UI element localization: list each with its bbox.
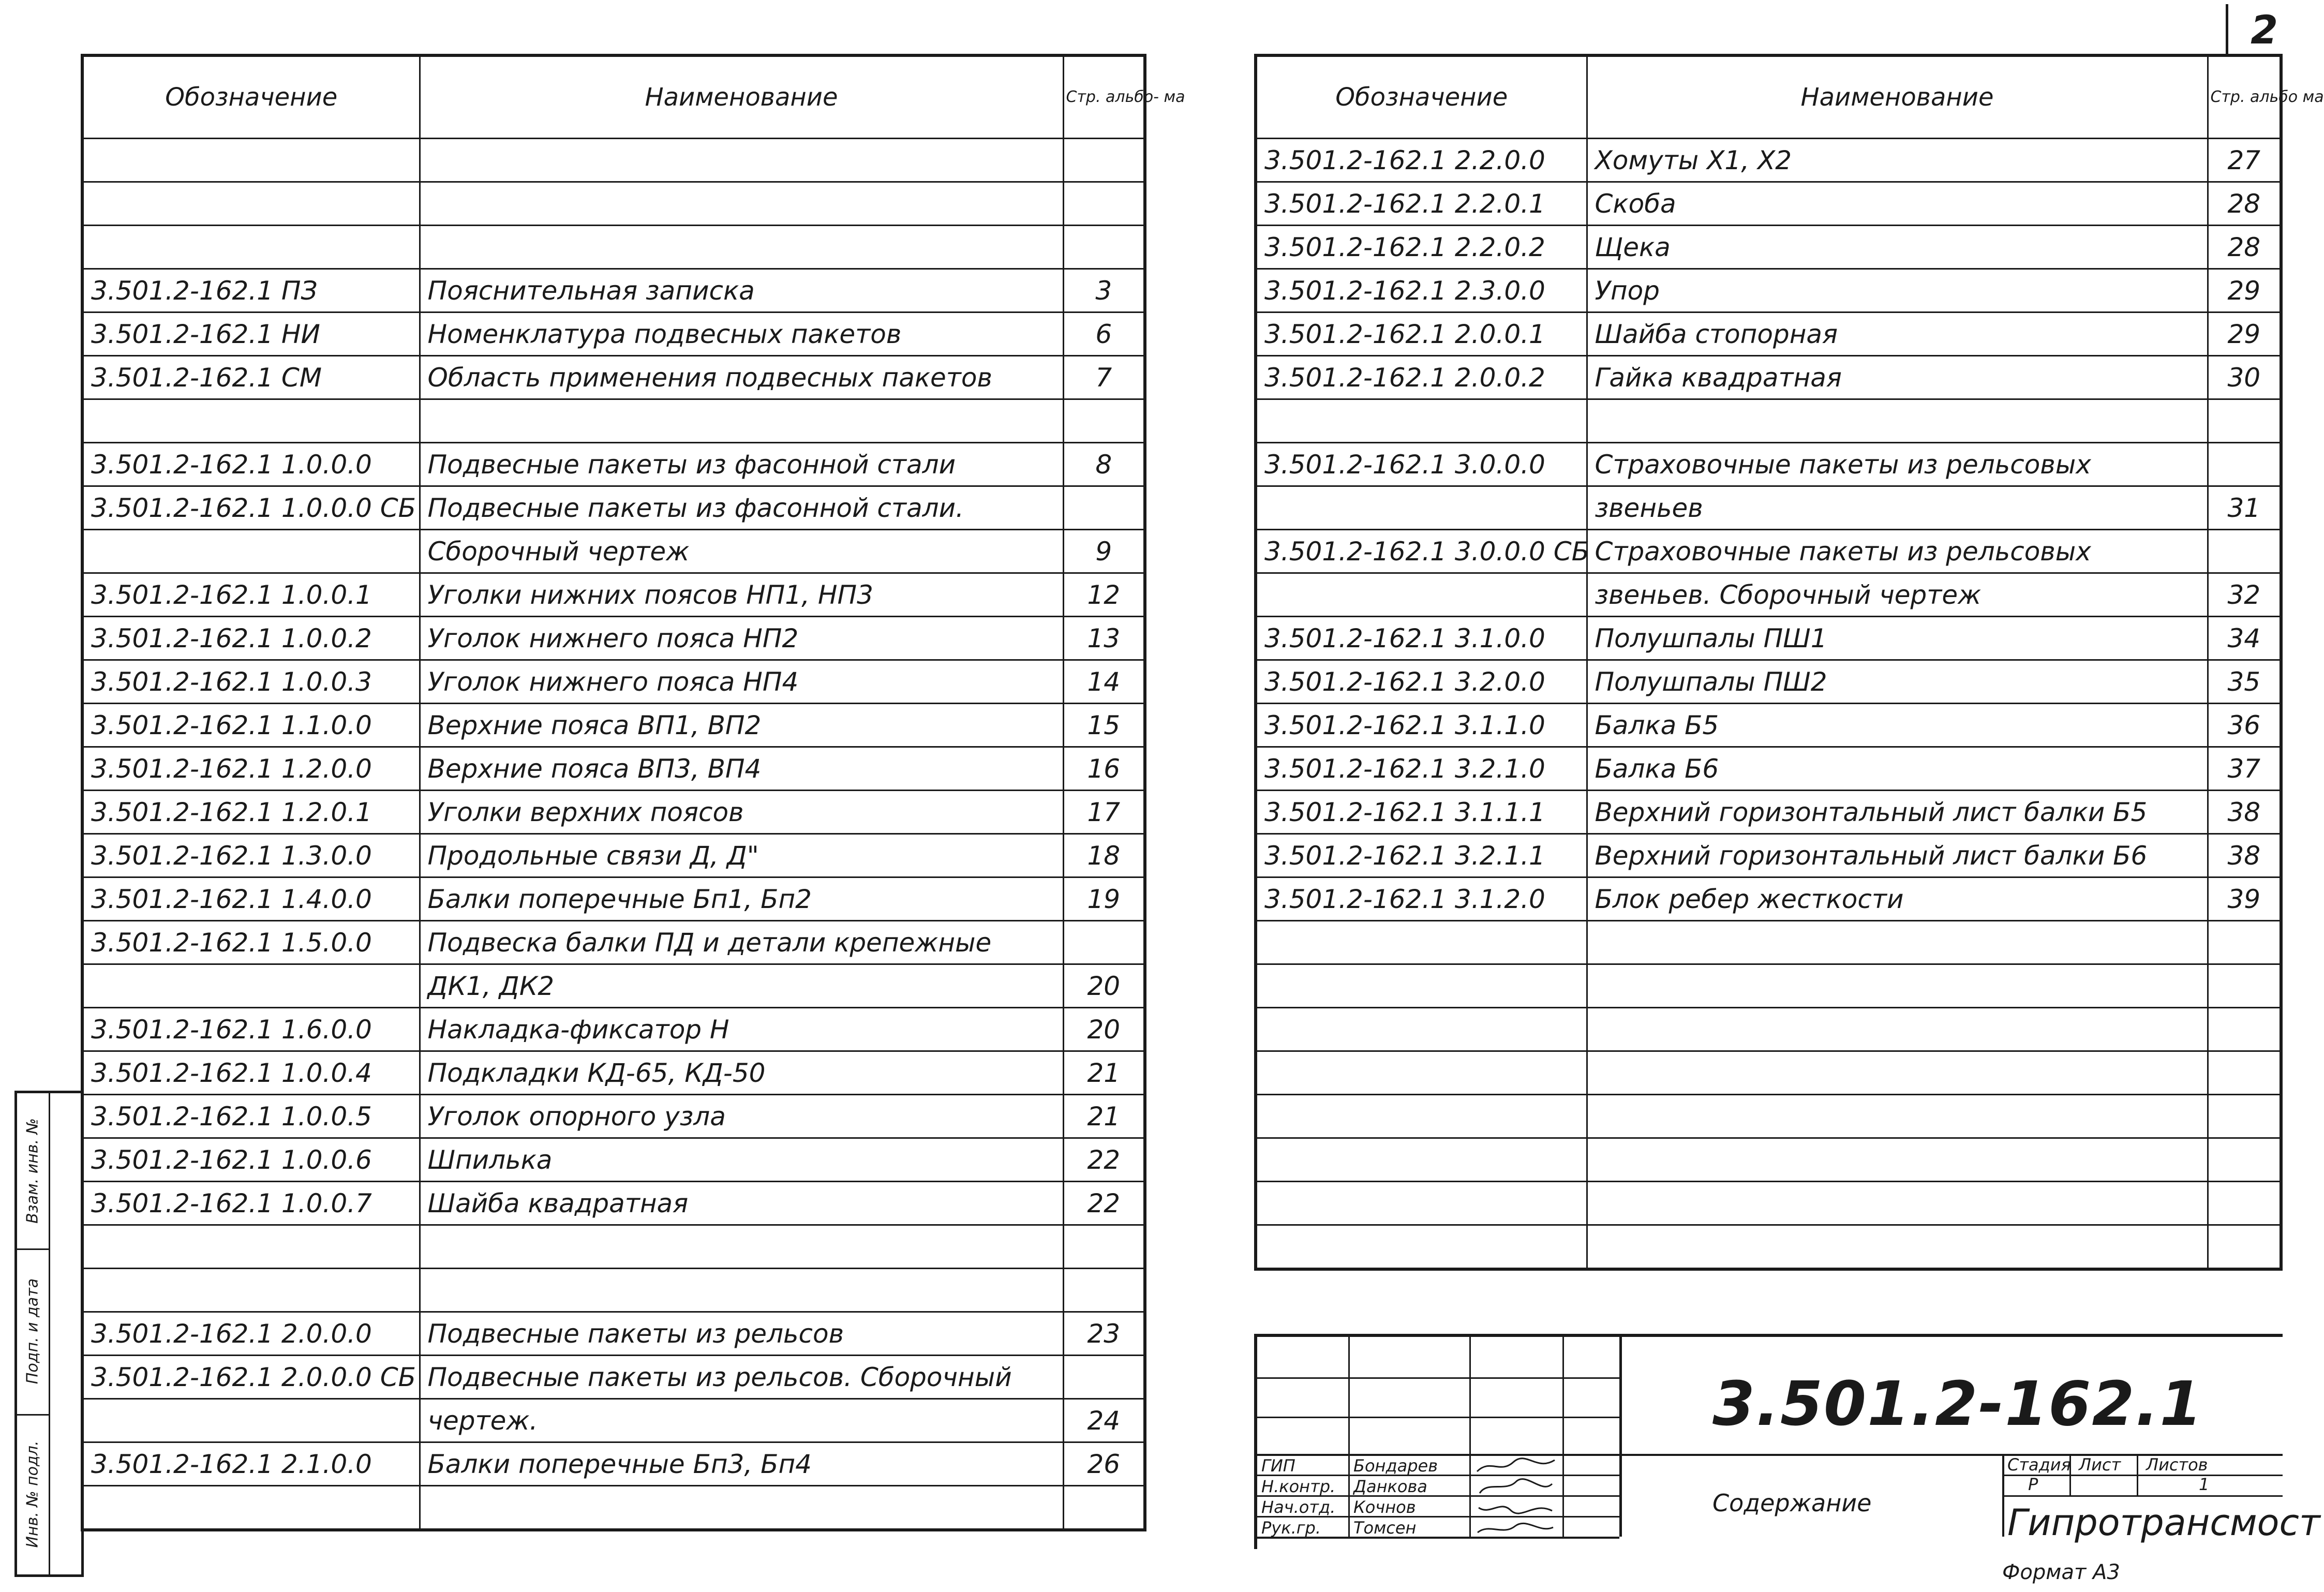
header-page: Стр. альбо- ма	[1063, 55, 1145, 139]
table-row	[82, 921, 1145, 964]
row-name: Подвеска балки ПД и детали крепежные	[420, 921, 1063, 964]
row-page: 36	[2208, 704, 2281, 747]
table-row	[1256, 877, 2281, 921]
table-row	[1256, 486, 2281, 530]
row-name: звеньев. Сборочный чертеж	[1587, 573, 2208, 617]
row-name: Страховочные пакеты из рельсовых	[1587, 530, 2208, 573]
row-designation: 3.501.2-162.1 1.0.0.0	[82, 443, 420, 486]
row-name: Шайба стопорная	[1587, 313, 2208, 356]
row-page	[1063, 1225, 1145, 1269]
person-name: Кочнов	[1353, 1497, 1416, 1517]
row-page	[2208, 1008, 2281, 1051]
row-page	[1063, 139, 1145, 182]
title-block	[1254, 1334, 2320, 1549]
signature-scribble	[1474, 1456, 1557, 1477]
row-name: Уголки нижних поясов НП1, НП3	[420, 573, 1063, 617]
table-row	[1256, 704, 2281, 747]
row-page	[2208, 443, 2281, 486]
row-name: Уголок нижнего пояса НП2	[420, 617, 1063, 660]
table-row	[82, 1095, 1145, 1138]
row-designation: 3.501.2-162.1 НИ	[82, 313, 420, 356]
row-page: 30	[2208, 356, 2281, 399]
sheets-value: 1	[2199, 1475, 2210, 1494]
row-name: Упор	[1587, 269, 2208, 313]
table-row	[1256, 1182, 2281, 1225]
sheets-label: Листов	[2146, 1455, 2208, 1475]
row-page: 22	[1063, 1138, 1145, 1182]
table-row	[82, 313, 1145, 356]
row-designation	[82, 139, 420, 182]
role-label: ГИП	[1261, 1456, 1295, 1476]
row-name	[420, 226, 1063, 269]
row-designation	[82, 1486, 420, 1530]
row-name: Подвесные пакеты из фасонной стали.	[420, 486, 1063, 530]
margin-stamp-labels	[17, 1093, 50, 1574]
table-row	[1256, 443, 2281, 486]
row-designation: 3.501.2-162.1 2.3.0.0	[1256, 269, 1587, 313]
row-designation: 3.501.2-162.1 1.0.0.6	[82, 1138, 420, 1182]
contents-table-right	[1254, 54, 2324, 1271]
row-page: 3	[1063, 269, 1145, 313]
table-row	[82, 1051, 1145, 1095]
inv-original-label: Инв. № подл.	[23, 1440, 42, 1548]
table-row	[82, 704, 1145, 747]
row-name: Уголок нижнего пояса НП4	[420, 660, 1063, 704]
row-name: Номенклатура подвесных пакетов	[420, 313, 1063, 356]
row-designation	[1256, 921, 1587, 964]
signature-scribble	[1474, 1497, 1557, 1518]
row-designation: 3.501.2-162.1 2.1.0.0	[82, 1442, 420, 1486]
table-row	[82, 573, 1145, 617]
row-name: Шпилька	[420, 1138, 1063, 1182]
table-row	[1256, 573, 2281, 617]
row-designation: 3.501.2-162.1 СМ	[82, 356, 420, 399]
table-row	[82, 1225, 1145, 1269]
row-name: Полушпалы ПШ2	[1587, 660, 2208, 704]
format-label: Формат А3	[2002, 1560, 2120, 1584]
signature-scribble	[1474, 1477, 1557, 1497]
row-name: Подвесные пакеты из фасонной стали	[420, 443, 1063, 486]
row-designation: 3.501.2-162.1 2.0.0.0 СБ	[82, 1356, 420, 1399]
row-page: 28	[2208, 226, 2281, 269]
row-page: 19	[1063, 877, 1145, 921]
table-row	[82, 139, 1145, 182]
row-name: Верхние пояса ВП3, ВП4	[420, 747, 1063, 791]
row-designation: 3.501.2-162.1 3.1.1.1	[1256, 791, 1587, 834]
row-page: 24	[1063, 1399, 1145, 1442]
row-page: 27	[2208, 139, 2281, 182]
header-name: Наименование	[1587, 55, 2208, 139]
table-row	[1256, 269, 2281, 313]
row-name: Область применения подвесных пакетов	[420, 356, 1063, 399]
row-designation	[1256, 1008, 1587, 1051]
row-designation: 3.501.2-162.1 1.3.0.0	[82, 834, 420, 877]
row-designation	[82, 1225, 420, 1269]
table-row	[1256, 834, 2281, 877]
organization-name: Гипротрансмост	[2007, 1501, 2320, 1544]
row-name: Балка Б6	[1587, 747, 2208, 791]
row-name: Хомуты Х1, Х2	[1587, 139, 2208, 182]
signature-scribble	[1474, 1518, 1557, 1539]
row-page: 15	[1063, 704, 1145, 747]
row-name	[1587, 1051, 2208, 1095]
row-page: 39	[2208, 877, 2281, 921]
row-name: звеньев	[1587, 486, 2208, 530]
row-page	[1063, 1269, 1145, 1312]
row-designation: 3.501.2-162.1 1.0.0.5	[82, 1095, 420, 1138]
row-designation: 3.501.2-162.1 2.0.0.2	[1256, 356, 1587, 399]
row-designation	[1256, 399, 1587, 443]
margin-stamp-values	[50, 1093, 82, 1574]
table-row	[1256, 1008, 2281, 1051]
table-row	[82, 269, 1145, 313]
row-name: чертеж.	[420, 1399, 1063, 1442]
row-designation: 3.501.2-162.1 1.0.0.1	[82, 573, 420, 617]
row-page	[2208, 1051, 2281, 1095]
row-name: Верхний горизонтальный лист балки Б6	[1587, 834, 2208, 877]
row-name	[420, 1225, 1063, 1269]
table-row	[82, 1442, 1145, 1486]
table-row	[1256, 139, 2281, 182]
table-row	[82, 399, 1145, 443]
table-row	[1256, 1225, 2281, 1270]
person-name: Бондарев	[1353, 1456, 1438, 1476]
row-designation	[1256, 1182, 1587, 1225]
table-row	[82, 486, 1145, 530]
replacement-inv-label: Взам. инв. №	[23, 1118, 42, 1224]
role-label: Рук.гр.	[1261, 1518, 1321, 1538]
row-page: 20	[1063, 1008, 1145, 1051]
row-page: 18	[1063, 834, 1145, 877]
table-row	[1256, 530, 2281, 573]
row-designation: 3.501.2-162.1 2.2.0.1	[1256, 182, 1587, 226]
row-designation: 3.501.2-162.1 ПЗ	[82, 269, 420, 313]
row-page: 29	[2208, 269, 2281, 313]
row-page: 26	[1063, 1442, 1145, 1486]
table-row	[82, 182, 1145, 226]
row-name	[1587, 1008, 2208, 1051]
person-name: Данкова	[1353, 1477, 1427, 1496]
row-designation: 3.501.2-162.1 3.2.0.0	[1256, 660, 1587, 704]
row-name	[1587, 1225, 2208, 1270]
document-title: Содержание	[1712, 1489, 1872, 1517]
row-name	[1587, 1138, 2208, 1182]
row-name: Блок ребер жесткости	[1587, 877, 2208, 921]
row-name: Полушпалы ПШ1	[1587, 617, 2208, 660]
row-page: 31	[2208, 486, 2281, 530]
stage-label: Стадия	[2007, 1455, 2071, 1475]
table-row	[82, 964, 1145, 1008]
signature-date-label: Подп. и дата	[23, 1278, 42, 1385]
row-designation: 3.501.2-162.1 3.1.1.0	[1256, 704, 1587, 747]
row-name	[1587, 399, 2208, 443]
row-page	[2208, 1095, 2281, 1138]
row-page: 23	[1063, 1312, 1145, 1356]
row-designation: 3.501.2-162.1 1.0.0.7	[82, 1182, 420, 1225]
row-page: 21	[1063, 1051, 1145, 1095]
header-page: Стр. альбо ма	[2208, 55, 2281, 139]
row-page: 20	[1063, 964, 1145, 1008]
row-designation: 3.501.2-162.1 1.0.0.2	[82, 617, 420, 660]
row-designation: 3.501.2-162.1 1.4.0.0	[82, 877, 420, 921]
row-name	[420, 182, 1063, 226]
table-row	[82, 1399, 1145, 1442]
row-name: Балки поперечные Бп3, Бп4	[420, 1442, 1063, 1486]
row-page	[1063, 486, 1145, 530]
row-designation: 3.501.2-162.1 3.0.0.0 СБ	[1256, 530, 1587, 573]
person-name: Томсен	[1353, 1518, 1417, 1538]
table-row	[1256, 1051, 2281, 1095]
row-name: Уголок опорного узла	[420, 1095, 1063, 1138]
margin-stamp	[14, 1091, 84, 1577]
row-designation: 3.501.2-162.1 3.0.0.0	[1256, 443, 1587, 486]
row-name	[420, 1486, 1063, 1530]
header-designation: Обозначение	[1256, 55, 1587, 139]
stage-value: Р	[2028, 1475, 2038, 1494]
table-row	[1256, 313, 2281, 356]
row-name: Страховочные пакеты из рельсовых	[1587, 443, 2208, 486]
row-name: Верхние пояса ВП1, ВП2	[420, 704, 1063, 747]
row-name	[420, 399, 1063, 443]
row-designation: 3.501.2-162.1 1.5.0.0	[82, 921, 420, 964]
table-row	[1256, 226, 2281, 269]
row-designation	[82, 1399, 420, 1442]
table-row	[82, 1008, 1145, 1051]
row-designation: 3.501.2-162.1 3.1.0.0	[1256, 617, 1587, 660]
header-designation: Обозначение	[82, 55, 420, 139]
row-designation	[82, 1269, 420, 1312]
row-page	[2208, 1138, 2281, 1182]
row-designation	[82, 964, 420, 1008]
row-page	[2208, 530, 2281, 573]
table-row	[82, 877, 1145, 921]
table-row	[82, 1356, 1145, 1399]
row-designation	[1256, 573, 1587, 617]
table-row	[82, 617, 1145, 660]
row-name	[420, 139, 1063, 182]
table-row	[1256, 356, 2281, 399]
table-row	[1256, 182, 2281, 226]
row-designation	[82, 399, 420, 443]
row-name	[1587, 1095, 2208, 1138]
row-designation: 3.501.2-162.1 1.1.0.0	[82, 704, 420, 747]
row-designation: 3.501.2-162.1 1.2.0.1	[82, 791, 420, 834]
row-page	[2208, 1182, 2281, 1225]
role-label: Нач.отд.	[1261, 1497, 1336, 1517]
row-name: Подкладки КД-65, КД-50	[420, 1051, 1063, 1095]
row-designation: 3.501.2-162.1 1.6.0.0	[82, 1008, 420, 1051]
row-page	[2208, 1225, 2281, 1270]
row-page: 14	[1063, 660, 1145, 704]
row-name: Пояснительная записка	[420, 269, 1063, 313]
row-designation	[1256, 1095, 1587, 1138]
row-page: 9	[1063, 530, 1145, 573]
row-page	[1063, 1486, 1145, 1530]
row-designation	[1256, 486, 1587, 530]
table-row	[82, 791, 1145, 834]
row-designation	[1256, 964, 1587, 1008]
row-name	[1587, 964, 2208, 1008]
row-designation: 3.501.2-162.1 2.2.0.2	[1256, 226, 1587, 269]
row-designation	[82, 226, 420, 269]
row-page: 16	[1063, 747, 1145, 791]
table-row	[1256, 1095, 2281, 1138]
row-name: Балка Б5	[1587, 704, 2208, 747]
row-name	[1587, 921, 2208, 964]
table-row	[1256, 921, 2281, 964]
row-name: Верхний горизонтальный лист балки Б5	[1587, 791, 2208, 834]
document-code: 3.501.2-162.1	[1712, 1368, 2203, 1439]
row-name: Балки поперечные Бп1, Бп2	[420, 877, 1063, 921]
table-row	[1256, 1138, 2281, 1182]
row-page: 37	[2208, 747, 2281, 791]
contents-table-left	[81, 54, 1185, 1531]
row-page: 21	[1063, 1095, 1145, 1138]
row-designation: 3.501.2-162.1 3.1.2.0	[1256, 877, 1587, 921]
table-row	[82, 1269, 1145, 1312]
table-row	[1256, 617, 2281, 660]
table-row	[1256, 964, 2281, 1008]
sheet-label: Лист	[2079, 1455, 2121, 1475]
row-page: 12	[1063, 573, 1145, 617]
row-page	[1063, 399, 1145, 443]
row-page: 34	[2208, 617, 2281, 660]
row-page: 6	[1063, 313, 1145, 356]
table-row	[82, 530, 1145, 573]
row-page	[1063, 226, 1145, 269]
table-row	[82, 747, 1145, 791]
header-name: Наименование	[420, 55, 1063, 139]
row-designation: 3.501.2-162.1 3.2.1.0	[1256, 747, 1587, 791]
row-page	[1063, 921, 1145, 964]
row-page	[1063, 182, 1145, 226]
row-designation: 3.501.2-162.1 1.2.0.0	[82, 747, 420, 791]
row-page	[2208, 964, 2281, 1008]
table-row	[82, 834, 1145, 877]
row-designation	[82, 530, 420, 573]
role-label: Н.контр.	[1261, 1477, 1336, 1496]
row-page	[2208, 399, 2281, 443]
table-row	[1256, 791, 2281, 834]
table-row	[82, 226, 1145, 269]
row-page	[1063, 1356, 1145, 1399]
sheet-number: 2	[2226, 4, 2278, 56]
row-designation	[1256, 1225, 1587, 1270]
table-row	[1256, 660, 2281, 704]
row-page: 32	[2208, 573, 2281, 617]
row-page: 8	[1063, 443, 1145, 486]
row-page: 7	[1063, 356, 1145, 399]
table-row	[82, 1138, 1145, 1182]
row-page: 22	[1063, 1182, 1145, 1225]
row-page: 35	[2208, 660, 2281, 704]
table-row	[1256, 747, 2281, 791]
row-name: Скоба	[1587, 182, 2208, 226]
row-designation: 3.501.2-162.1 3.2.1.1	[1256, 834, 1587, 877]
row-designation: 3.501.2-162.1 2.0.0.0	[82, 1312, 420, 1356]
row-name: Сборочный чертеж	[420, 530, 1063, 573]
row-designation: 3.501.2-162.1 1.0.0.3	[82, 660, 420, 704]
table-row	[82, 660, 1145, 704]
row-name: Продольные связи Д, Д"	[420, 834, 1063, 877]
row-page: 28	[2208, 182, 2281, 226]
row-name: Уголки верхних поясов	[420, 791, 1063, 834]
row-name: Подвесные пакеты из рельсов	[420, 1312, 1063, 1356]
row-name: Шайба квадратная	[420, 1182, 1063, 1225]
table-row	[82, 1312, 1145, 1356]
row-page: 38	[2208, 791, 2281, 834]
row-designation	[82, 182, 420, 226]
row-name: Щека	[1587, 226, 2208, 269]
row-designation	[1256, 1138, 1587, 1182]
row-name: Подвесные пакеты из рельсов. Сборочный	[420, 1356, 1063, 1399]
row-page	[2208, 921, 2281, 964]
row-page: 13	[1063, 617, 1145, 660]
row-name: ДК1, ДК2	[420, 964, 1063, 1008]
table-row	[82, 1486, 1145, 1530]
row-name: Накладка-фиксатор Н	[420, 1008, 1063, 1051]
row-designation: 3.501.2-162.1 2.2.0.0	[1256, 139, 1587, 182]
row-page: 17	[1063, 791, 1145, 834]
row-page: 38	[2208, 834, 2281, 877]
row-designation	[1256, 1051, 1587, 1095]
table-row	[1256, 399, 2281, 443]
row-designation: 3.501.2-162.1 2.0.0.1	[1256, 313, 1587, 356]
row-page: 29	[2208, 313, 2281, 356]
row-name	[420, 1269, 1063, 1312]
table-row	[82, 1182, 1145, 1225]
row-name	[1587, 1182, 2208, 1225]
table-row	[82, 443, 1145, 486]
table-row	[82, 356, 1145, 399]
row-name: Гайка квадратная	[1587, 356, 2208, 399]
row-designation: 3.501.2-162.1 1.0.0.4	[82, 1051, 420, 1095]
row-designation: 3.501.2-162.1 1.0.0.0 СБ	[82, 486, 420, 530]
